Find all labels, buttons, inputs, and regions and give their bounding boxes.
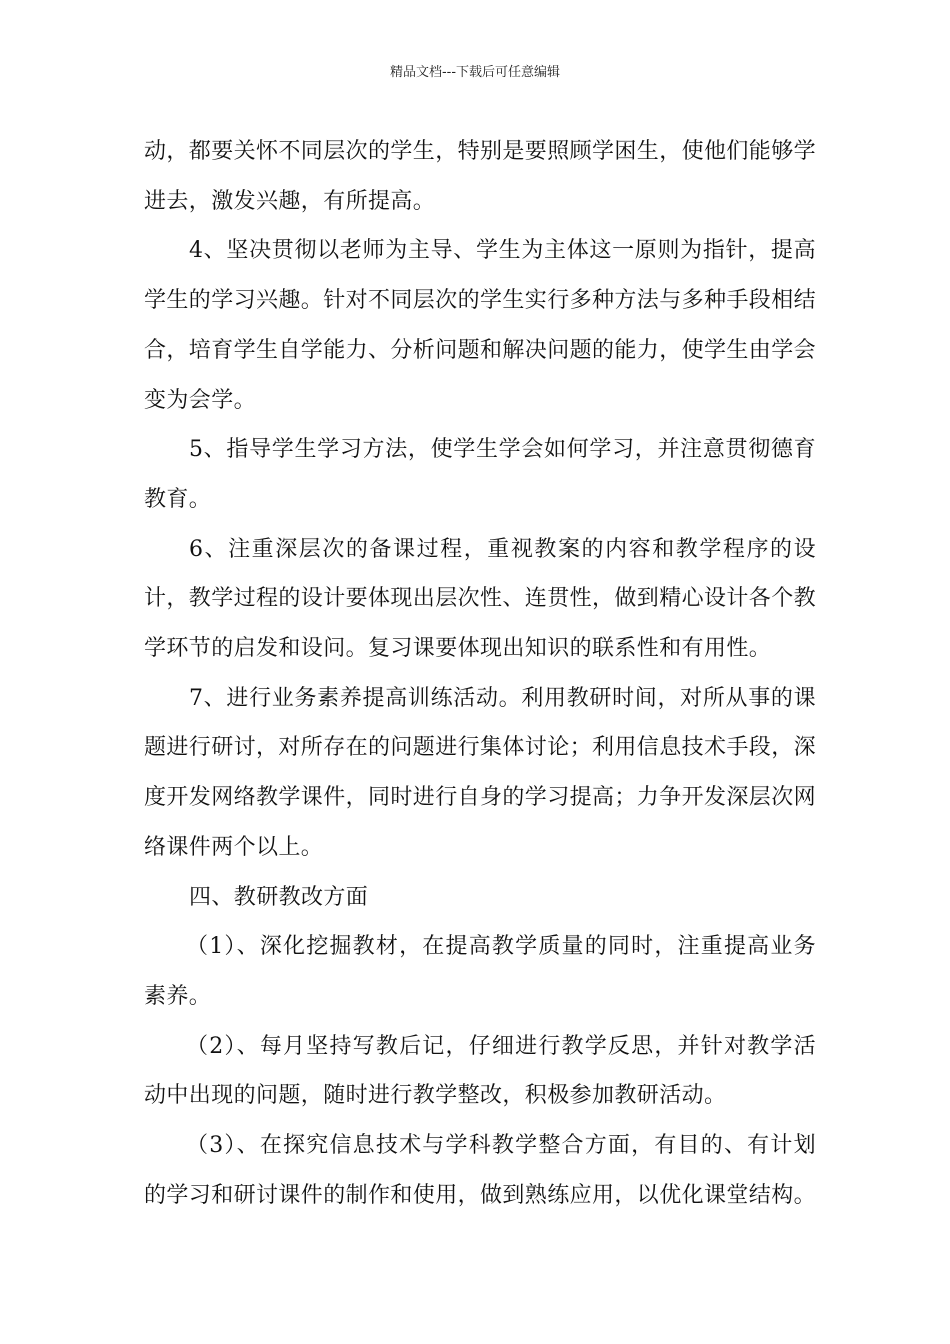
paragraph-subitem-2: （2）、每月坚持写教后记，仔细进行教学反思，并针对教学活动中出现的问题，随时进行教学整改，积极参加教研活动。 xyxy=(144,1033,816,1109)
section-heading-research: 四、教研教改方面 xyxy=(189,884,369,910)
paragraph-continuation: 动，都要关怀不同层次的学生，特别是要照顾学困生，使他们能够学进去，激发兴趣，有所提高。 xyxy=(144,139,817,214)
page-header: 精品文档---下载后可任意编辑 xyxy=(389,65,561,80)
document-body xyxy=(144,127,816,1220)
paragraph-item-5: 5、指导学生学习方法，使学生学会如何学习，并注意贯彻德育教育。 xyxy=(144,437,816,512)
paragraph-subitem-3: （3）、在探究信息技术与学科教学整合方面，有目的、有计划的学习和研讨课件的制作和使用，做到熟练应用，以优化课堂结构。 xyxy=(144,1133,817,1208)
paragraph-item-6: 6、注重深层次的备课过程，重视教案的内容和教学程序的设计，教学过程的设计要体现出层次性、连贯性，做到精心设计各个教学环节的启发和设问。复习课要体现出知识的联系性和有用性。 xyxy=(144,536,817,662)
paragraph-subitem-1: （1）、深化挖掘教材，在提高教学质量的同时，注重提高业务素养。 xyxy=(144,934,816,1009)
paragraph-item-4: 4、坚决贯彻以老师为主导、学生为主体这一原则为指针，提高学生的学习兴趣。针对不同层次的学生实行多种方法与多种手段相结合，培育学生自学能力、分析问题和解决问题的能力，使学生由学会变为会学。 xyxy=(144,238,817,413)
paragraph-item-7: 7、进行业务素养提高训练活动。利用教研时间，对所从事的课题进行研讨，对所存在的问题进行集体讨论；利用信息技术手段，深度开发网络教学课件，同时进行自身的学习提高；力争开发深层次网络课件两个以上。 xyxy=(144,685,817,860)
